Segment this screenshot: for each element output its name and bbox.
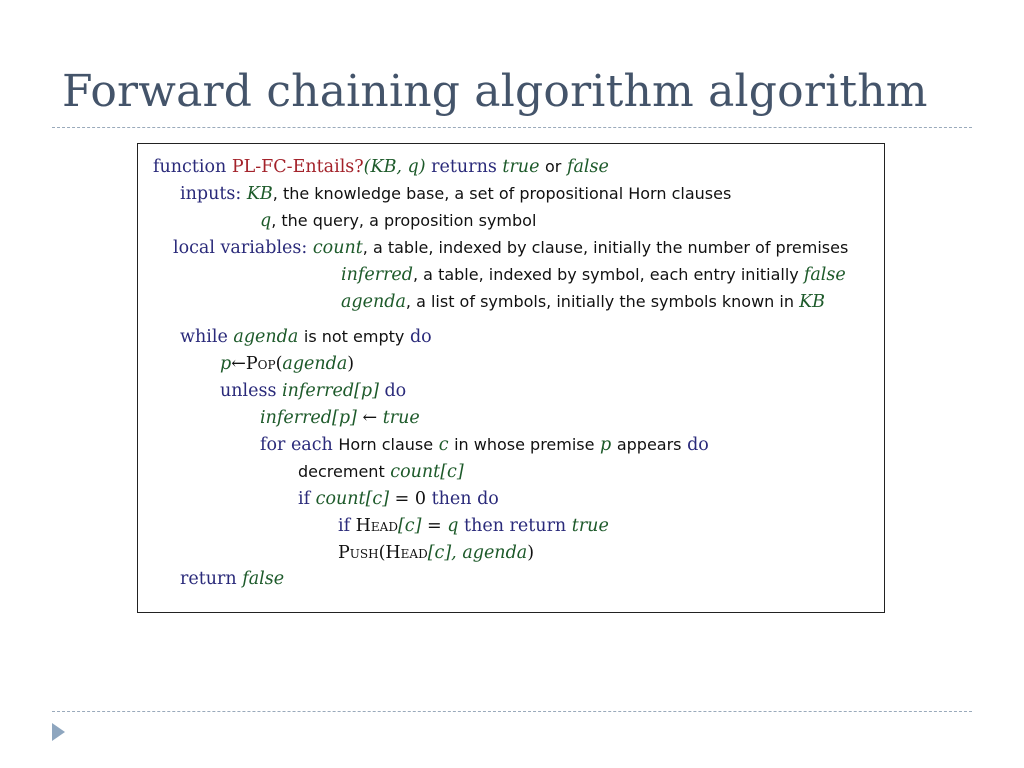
- push-close: ): [527, 543, 535, 563]
- return-false: false: [242, 569, 285, 589]
- keyword-then-return: then return: [464, 516, 567, 536]
- agenda-line: [341, 291, 825, 313]
- keyword-if: if: [338, 516, 351, 536]
- kb-var: KB: [246, 184, 273, 204]
- assign-true: true: [382, 408, 420, 428]
- push-head-fn: Head: [385, 543, 428, 563]
- q-desc: , the query, a proposition symbol: [271, 211, 537, 230]
- decrement-text: decrement: [298, 462, 385, 481]
- algo-header-line: [153, 156, 609, 178]
- assign-inferred: inferred: [260, 408, 332, 428]
- if-count: count: [315, 489, 366, 509]
- keyword-do: do: [384, 381, 407, 401]
- for-text-horn: Horn clause: [338, 435, 434, 454]
- unless-index: [p]: [354, 381, 379, 401]
- push-index: [c],: [427, 543, 463, 563]
- return-line: [180, 568, 284, 590]
- decrement-count: count: [390, 462, 441, 482]
- local-vars-line: [173, 237, 848, 259]
- keyword-returns: returns: [431, 157, 497, 177]
- if-head-line: [338, 515, 609, 537]
- agenda-var: agenda: [341, 292, 406, 312]
- push-open: (: [378, 543, 386, 563]
- while-agenda: agenda: [233, 327, 299, 347]
- keyword-do: do: [687, 435, 709, 455]
- unless-inferred: inferred: [282, 381, 355, 401]
- inferred-desc: , a table, indexed by symbol, each entry initially: [413, 265, 804, 284]
- algorithm-box: [137, 143, 885, 613]
- pop-line: [220, 353, 354, 375]
- triangle-bullet-icon: [52, 723, 65, 741]
- push-agenda: agenda: [462, 543, 528, 563]
- query-line: [260, 210, 536, 232]
- pop-arg: agenda: [282, 354, 348, 374]
- for-p: p: [600, 435, 612, 455]
- keyword-then-do: then do: [431, 489, 499, 509]
- title-divider: [52, 127, 972, 128]
- decrement-index: [c]: [440, 462, 464, 482]
- keyword-return: return: [180, 569, 237, 589]
- word-or: or: [545, 157, 562, 176]
- if-equals: =: [427, 516, 442, 536]
- while-text: is not empty: [303, 327, 405, 346]
- count-var: count: [312, 238, 363, 258]
- value-true: true: [502, 157, 540, 177]
- slide-title: Forward chaining algorithm algorithm: [62, 66, 928, 117]
- pop-lhs: p: [220, 354, 232, 374]
- q-var: q: [260, 211, 272, 231]
- head-fn: Head: [355, 516, 398, 536]
- return-true: true: [571, 516, 609, 536]
- if-equals-zero: = 0: [394, 489, 426, 509]
- keyword-function: function: [153, 157, 227, 177]
- decrement-line: [298, 461, 464, 483]
- inputs-line: [180, 183, 731, 205]
- inferred-init: false: [803, 265, 846, 285]
- assign-arrow: ←: [362, 408, 378, 428]
- kb-desc: , the knowledge base, a set of propositional Horn clauses: [272, 184, 732, 203]
- pop-open: (: [275, 354, 283, 374]
- value-false: false: [566, 157, 609, 177]
- function-name: PL-FC-Entails?: [231, 157, 364, 177]
- footer-divider: [52, 711, 972, 712]
- if-count-line: [298, 488, 499, 510]
- for-text-premise: in whose premise: [454, 435, 595, 454]
- head-index: [c]: [397, 516, 422, 536]
- pop-fn: Pop: [245, 354, 276, 374]
- count-desc: , a table, indexed by clause, initially the number of premises: [362, 238, 849, 257]
- agenda-desc: , a list of symbols, initially the symbols known in: [405, 292, 800, 311]
- push-line: [338, 542, 534, 564]
- pop-close: ): [347, 354, 355, 374]
- assign-index: [p]: [332, 408, 357, 428]
- pop-arrow: ←: [231, 354, 246, 374]
- for-text-appears: appears: [616, 435, 682, 454]
- keyword-for-each: for each: [260, 435, 333, 455]
- push-fn: Push: [338, 543, 379, 563]
- function-args: (KB, q): [363, 157, 426, 177]
- keyword-if: if: [298, 489, 311, 509]
- inferred-line: [341, 264, 846, 286]
- keyword-while: while: [180, 327, 228, 347]
- if-index: [c]: [365, 489, 390, 509]
- inputs-label: inputs:: [180, 184, 242, 204]
- agenda-kb: KB: [799, 292, 826, 312]
- for-each-line: [260, 434, 709, 456]
- keyword-do: do: [409, 327, 432, 347]
- while-line: [180, 326, 432, 348]
- unless-line: [220, 380, 406, 402]
- for-c: c: [438, 435, 449, 455]
- local-vars-label: local variables:: [173, 238, 308, 258]
- keyword-unless: unless: [220, 381, 277, 401]
- if-q: q: [447, 516, 459, 536]
- assign-line: [260, 407, 420, 429]
- inferred-var: inferred: [341, 265, 413, 285]
